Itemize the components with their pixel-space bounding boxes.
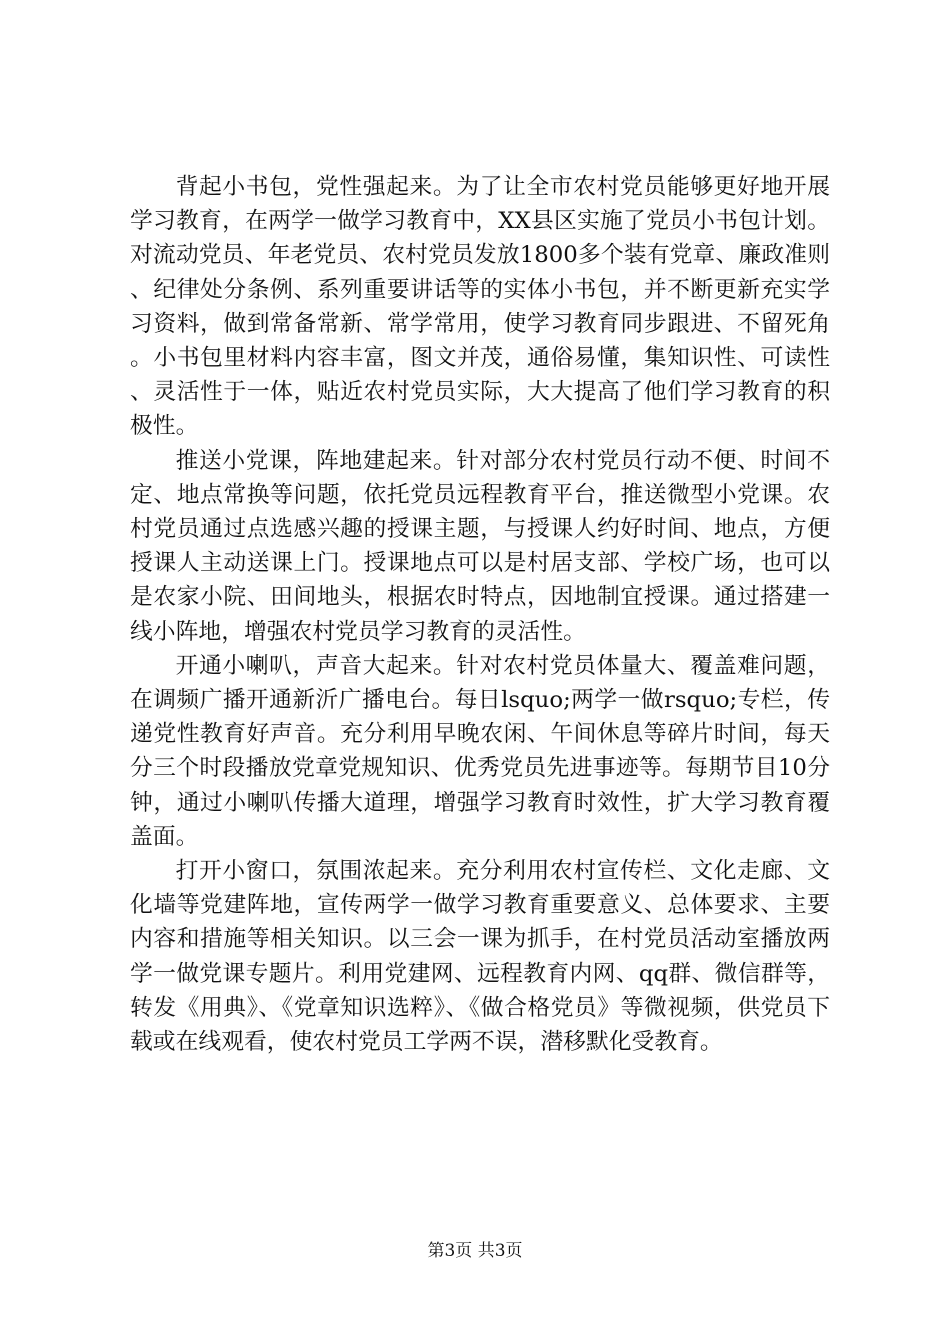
document-body	[130, 170, 830, 1059]
paragraph-party-lesson: 推送小党课，阵地建起来。针对部分农村党员行动不便、时间不定、地点常换等问题，依托党员远程教育平台，推送微型小党课。农村党员通过点选感兴趣的授课主题，与授课人约好时间、地点，方便授课人主动送课上门。授课地点可以是村居支部、学校广场，也可以是农家小院、田间地头，根据农时特点，因地制宜授课。通过搭建一线小阵地，增强农村党员学习教育的灵活性。	[130, 447, 830, 645]
page-number-footer: 第3页 共3页	[427, 1241, 523, 1261]
paragraph-window: 打开小窗口，氛围浓起来。充分利用农村宣传栏、文化走廊、文化墙等党建阵地，宣传两学一做学习教育重要意义、总体要求、主要内容和措施等相关知识。以三会一课为抓手，在村党员活动室播放两学一做党课专题片。利用党建网、远程教育内网、qq群、微信群等，转发《用典》、《党章知识选粹》、《做合格党员》等微视频，供党员下载或在线观看，使农村党员工学两不误，潜移默化受教育。	[130, 858, 830, 1056]
paragraph-loudspeaker: 开通小喇叭，声音大起来。针对农村党员体量大、覆盖难问题，在调频广播开通新沂广播电台。每日lsquo;两学一做rsquo;专栏，传递党性教育好声音。充分利用早晚农闲、午间休息等碎片时间，每天分三个时段播放党章党规知识、优秀党员先进事迹等。每期节目10分钟，通过小喇叭传播大道理，增强学习教育时效性，扩大学习教育覆盖面。	[130, 652, 830, 850]
paragraph-schoolbag: 背起小书包，党性强起来。为了让全市农村党员能够更好地开展学习教育，在两学一做学习教育中，XX县区实施了党员小书包计划。对流动党员、年老党员、农村党员发放1800多个装有党章、廉政准则、纪律处分条例、系列重要讲话等的实体小书包，并不断更新充实学习资料，做到常备常新、常学常用，使学习教育同步跟进、不留死角。小书包里材料内容丰富，图文并茂，通俗易懂，集知识性、可读性、灵活性于一体，贴近农村党员实际，大大提高了他们学习教育的积极性。	[130, 174, 830, 440]
